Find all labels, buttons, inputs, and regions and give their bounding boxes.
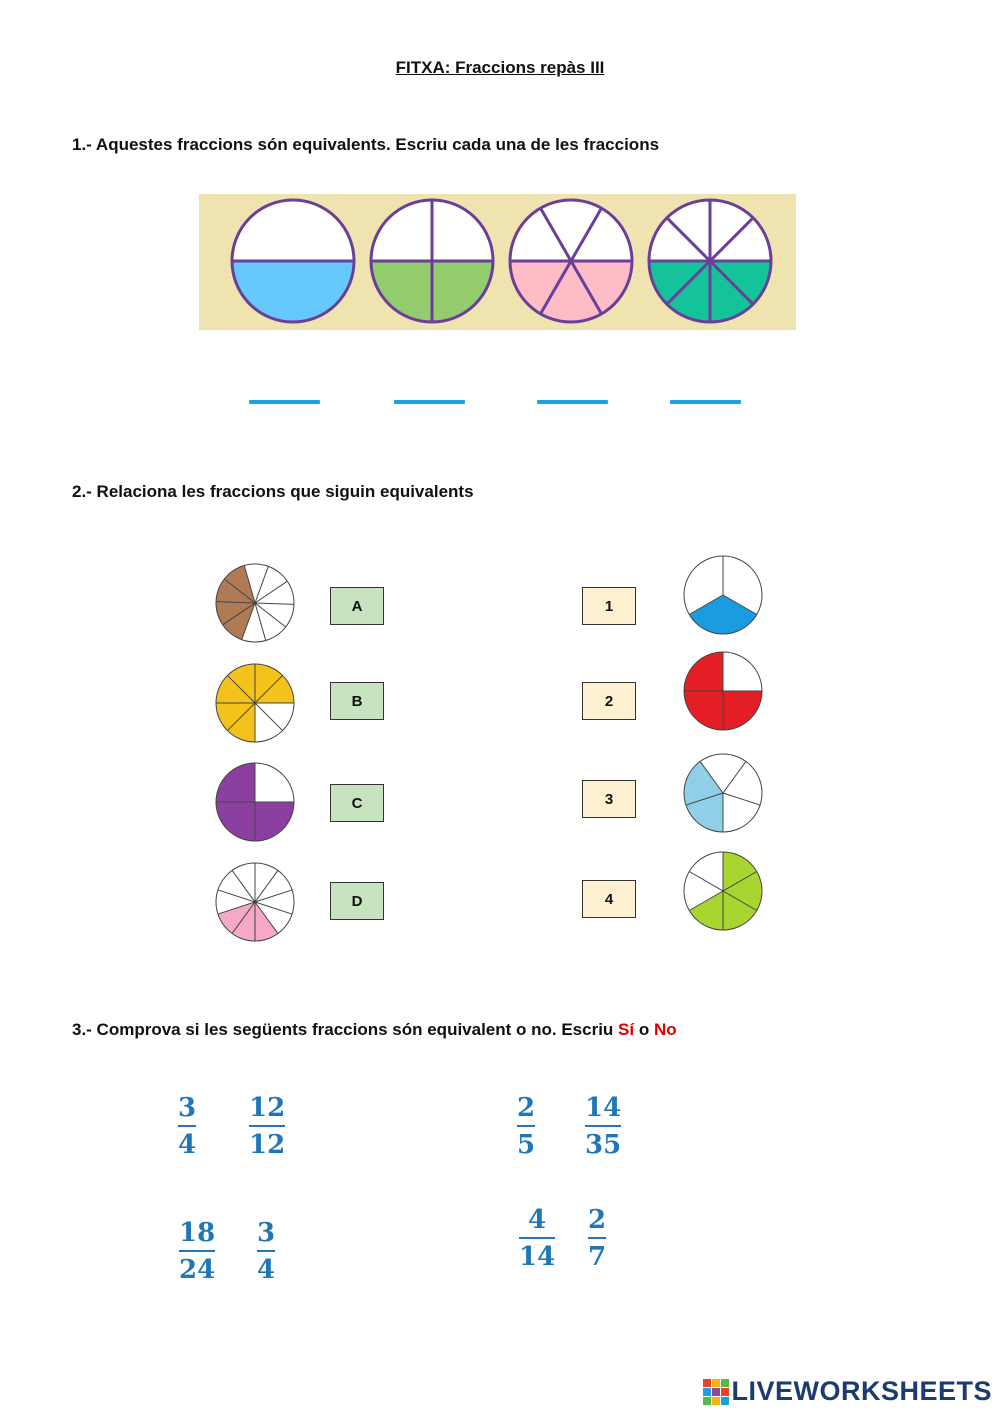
match-box-3[interactable]: 3 — [582, 780, 636, 818]
circle-c — [216, 763, 294, 841]
liveworksheets-logo-text: LIVEWORKSHEETS — [731, 1376, 992, 1406]
q1-circles — [199, 194, 796, 330]
q1-answer-blank-2[interactable] — [394, 400, 465, 404]
circle-2-shaded-sector — [684, 652, 723, 691]
fraction-12-12: 12 12 — [249, 1093, 286, 1160]
fraction-circle-halves — [232, 200, 354, 322]
q1-answer-blank-1[interactable] — [249, 400, 320, 404]
match-box-D[interactable]: D — [330, 882, 384, 920]
match-box-B[interactable]: B — [330, 682, 384, 720]
circle-a — [216, 564, 294, 642]
q2-heading: 2.- Relaciona les fraccions que siguin equivalents — [72, 482, 474, 501]
liveworksheets-logo — [703, 1376, 992, 1407]
q2-circles — [200, 550, 780, 950]
circle-2 — [684, 652, 762, 730]
fraction-2-7: 2 7 — [588, 1205, 607, 1272]
match-box-2[interactable]: 2 — [582, 682, 636, 720]
q1-heading: 1.- Aquestes fraccions són equivalents. Escriu cada una de les fraccions — [72, 135, 660, 154]
liveworksheets-logo-icon — [703, 1379, 729, 1405]
fraction-circle-eighths — [649, 200, 771, 322]
fraction-14-35: 14 35 — [585, 1093, 622, 1160]
circle-2-shaded-sector — [723, 691, 762, 730]
fraction-3-4-b: 3 4 — [257, 1218, 276, 1285]
q1-circles-panel — [199, 194, 796, 330]
circle-c-shaded-sector — [216, 763, 255, 802]
circle-c-shaded-sector — [216, 802, 255, 841]
match-box-4[interactable]: 4 — [582, 880, 636, 918]
q1-answer-blank-4[interactable] — [670, 400, 741, 404]
fraction-circle-sixths — [510, 200, 632, 322]
q3-heading: 3.- Comprova si les següents fraccions són equivalent o no. Escriu Sí o No — [72, 1020, 677, 1039]
match-box-1[interactable]: 1 — [582, 587, 636, 625]
fraction-circle-quarters — [371, 200, 493, 322]
circle-1 — [684, 556, 762, 634]
match-box-C[interactable]: C — [330, 784, 384, 822]
fraction-2-5: 2 5 — [517, 1093, 536, 1160]
fraction-18-24: 18 24 — [179, 1218, 216, 1285]
fraction-circle-halves-shaded-sector — [232, 261, 354, 322]
word-yes: Sí — [618, 1020, 635, 1039]
word-no: No — [653, 1020, 677, 1039]
match-box-A[interactable]: A — [330, 587, 384, 625]
circle-3 — [684, 754, 762, 832]
page-title: FITXA: Fraccions repàs III — [395, 58, 605, 77]
circle-c-shaded-sector — [255, 802, 294, 841]
fraction-4-14: 4 14 — [519, 1205, 556, 1272]
circle-2-shaded-sector — [684, 691, 723, 730]
q1-answer-blank-3[interactable] — [537, 400, 608, 404]
fraction-3-4: 3 4 — [178, 1093, 197, 1160]
circle-b — [216, 664, 294, 742]
circle-4 — [684, 852, 762, 930]
circle-d — [216, 863, 294, 941]
